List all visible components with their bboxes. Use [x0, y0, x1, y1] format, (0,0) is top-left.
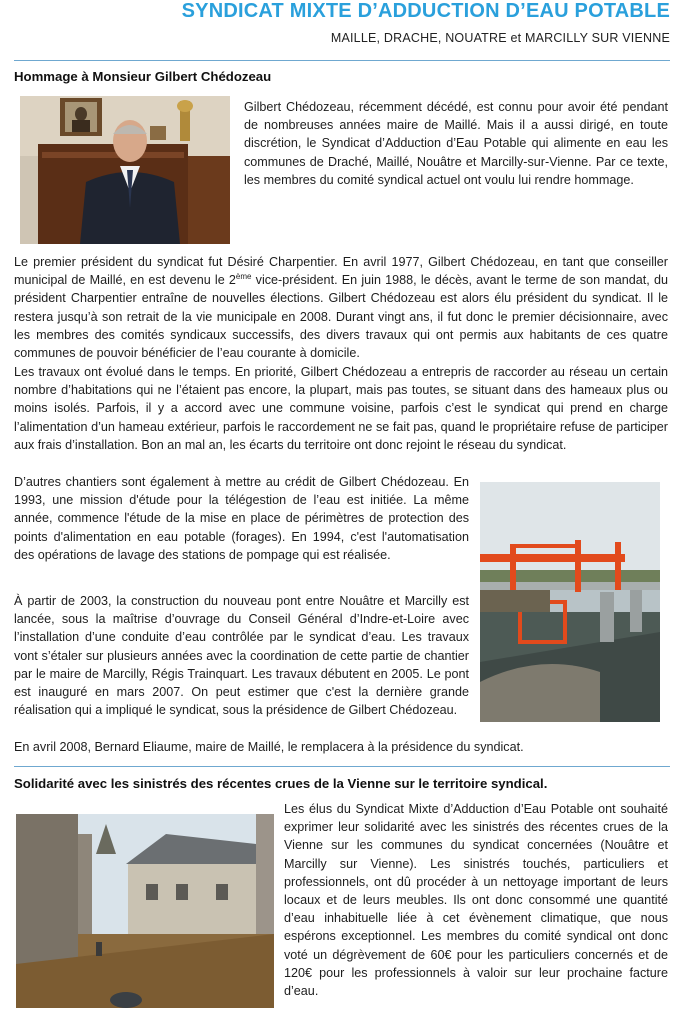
paragraph-bridge: À partir de 2003, la construction du nouveau pont entre Nouâtre et Marcilly est lancée, sous la maîtrise d’ouvrage du Conseil Général d’Indre-et-Loire avec l’installation d’une conduite d’eau contrôlée par le syndicat d’eau. Les travaux vont s’étaler sur plusieurs années avec la coordination de cette partie de chantier par le maire de Marcilly, Régis Trainquart. Les travaux débutent en 2005. Le pont est inauguré en mars 2007. On peut estimer que c'est la dernière grande réalisation qui a impliqué le syndicat, sous la présidence de Gilbert Chédozeau. [14, 594, 469, 718]
section-divider [14, 766, 670, 767]
intro-paragraph: Gilbert Chédozeau, récemment décédé, est connu pour avoir été pendant de nombreuses années maire de Maillé. Mais il a aussi dirigé, en toute discrétion, le Syndicat d’Adduction d’Eau Potable qui alimente en eau les communes de Draché, Maillé, Nouâtre et Marcilly-sur-Vienne. Par ce texte, les membres du comité syndical actuel ont voulu lui rendre hommage. [244, 100, 668, 187]
page-title: SYNDICAT MIXTE D’ADDUCTION D’EAU POTABLE [181, 0, 670, 22]
paragraph-works: Les travaux ont évolué dans le temps. En priorité, Gilbert Chédozeau a entrepris de raccorder au réseau un certain nombre d’habitations qui ne l’étaient pas encore, la plupart, mais pas toutes, se situant dans des hameaux plus ou moins isolés. Parfois, il y a accord avec une commune voisine, parfois c’est le syndicat qui prend en charge l’alimentation d’un hameau extérieur, parfois le raccordement ne se fait pas, quand le propriétaire refuse de participer aux frais d’installation. Bon an mal an, les écarts du territoire ont donc rejoint le réseau du syndicat. [14, 365, 668, 452]
paragraph-first-president: Le premier président du syndicat fut Désiré Charpentier. En avril 1977, Gilbert Chédozeau, en tant que conseiller municipal de Maillé, en est devenu le 2ème vice-président. En juin 1988, le décès, avant le terme de son mandat, du président Charpentier entraîne de nouvelles élections. Gilbert Chédozeau est alors élu président du syndicat. Il le restera jusqu’à son retrait de la vie municipale en 2008. Durant vingt ans, il fut donc le premier décisionnaire, avec les membres des comités syndicaux successifs, des divers travaux qui ont permis aux habitants de ces quatre communes de pouvoir bénéficier de l’eau courante à domicile. [14, 255, 668, 361]
solidarity-paragraph: Les élus du Syndicat Mixte d’Adduction d’Eau Potable ont souhaité exprimer leur solidarité avec les sinistrés des récentes crues de la Vienne sur les communes du syndicat concernées (Nouâtre et Marcilly sur Vienne). Les sinistrés touchés, particuliers et professionnels, ont dû procéder à un nettoyage important de leurs locaux et de leurs meubles. Ils ont donc consommé une quantité d’eau inhabituelle liée à cet évènement climatique, que nous espérons exceptionnel. Les membres du comité syndical ont donc voté un dégrèvement de 60€ pour les particuliers concernés et de 120€ pour les professionnels à valoir sur leur prochaine facture d’eau. [284, 802, 668, 999]
bridge-construction-photo [480, 482, 660, 722]
portrait-photo [20, 96, 230, 244]
section-heading-solidarite: Solidarité avec les sinistrés des récentes crues de la Vienne sur le territoire syndical. [14, 776, 548, 791]
section-heading-hommage: Hommage à Monsieur Gilbert Chédozeau [14, 69, 272, 84]
paragraph-other-sites: D’autres chantiers sont également à mettre au crédit de Gilbert Chédozeau. En 1993, une mission d'étude pour la télégestion de l’eau est initiée. La même année, commence l'étude de la mise en place de périmètres de protection des points d'alimentation en eau potable (forages). En 1994, c'est l'automatisation des opérations de lavage des stations de pompage qui est réalisée. [14, 475, 469, 562]
paragraph-successor: En avril 2008, Bernard Eliaume, maire de Maillé, le remplacera à la présidence du syndicat. [14, 740, 524, 754]
flood-photo [16, 814, 274, 1008]
header-divider [14, 60, 670, 61]
page-subtitle: MAILLE, DRACHE, NOUATRE et MARCILLY SUR VIENNE [330, 31, 670, 45]
